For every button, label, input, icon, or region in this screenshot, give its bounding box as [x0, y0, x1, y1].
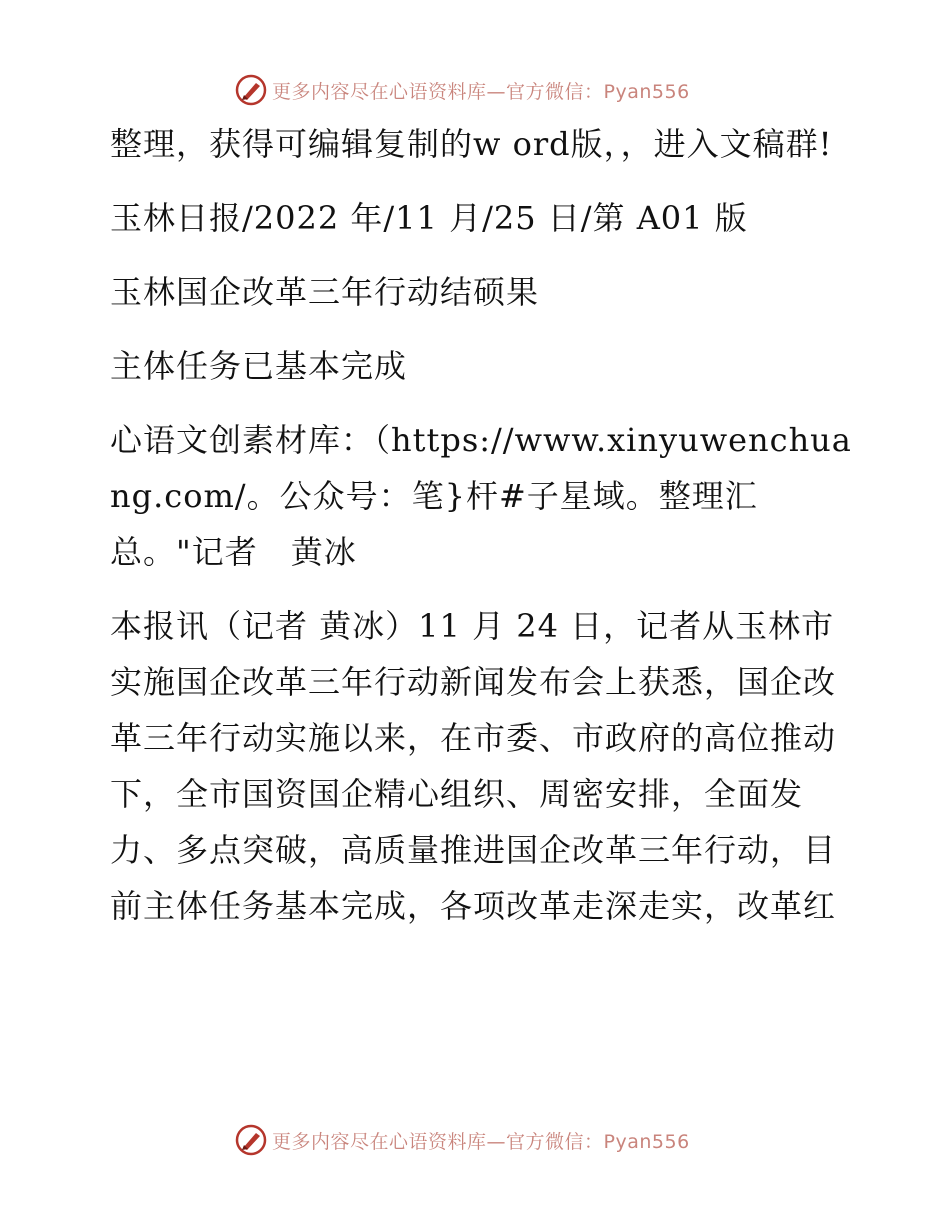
watermark-text: 更多内容尽在心语资料库—官方微信：Pyan556	[272, 80, 690, 103]
intro-paragraph: 整理，获得可编辑复制的w ord版，，进入文稿群!	[110, 125, 833, 163]
watermark-header	[234, 72, 690, 108]
watermark-footer	[234, 1122, 690, 1158]
credit-paragraph: 心语文创素材库：（https://www.xinyuwenchuang.com/。公众号：笔}杆#子星域。整理汇总。"记者 黄冰	[110, 421, 852, 571]
body-paragraph: 本报讯（记者 黄冰）11 月 24 日，记者从玉林市实施国企改革三年行动新闻发布会上获悉，国企改革三年行动实施以来，在市委、市政府的高位推动下，全市国资国企精心组织、周密安排，全面发力、多点突破，高质量推进国企改革三年行动，目前主体任务基本完成，各项改革走深走实，改革红	[110, 607, 837, 925]
source-line: 玉林日报/2022 年/11 月/25 日/第 A01 版	[110, 199, 748, 237]
watermark-text: 更多内容尽在心语资料库—官方微信：Pyan556	[272, 1130, 690, 1153]
headline: 玉林国企改革三年行动结硕果	[110, 273, 540, 311]
pen-seal-icon	[234, 73, 268, 107]
subheadline: 主体任务已基本完成	[110, 347, 408, 385]
document-body	[96, 116, 856, 934]
pen-seal-icon	[234, 1123, 268, 1157]
